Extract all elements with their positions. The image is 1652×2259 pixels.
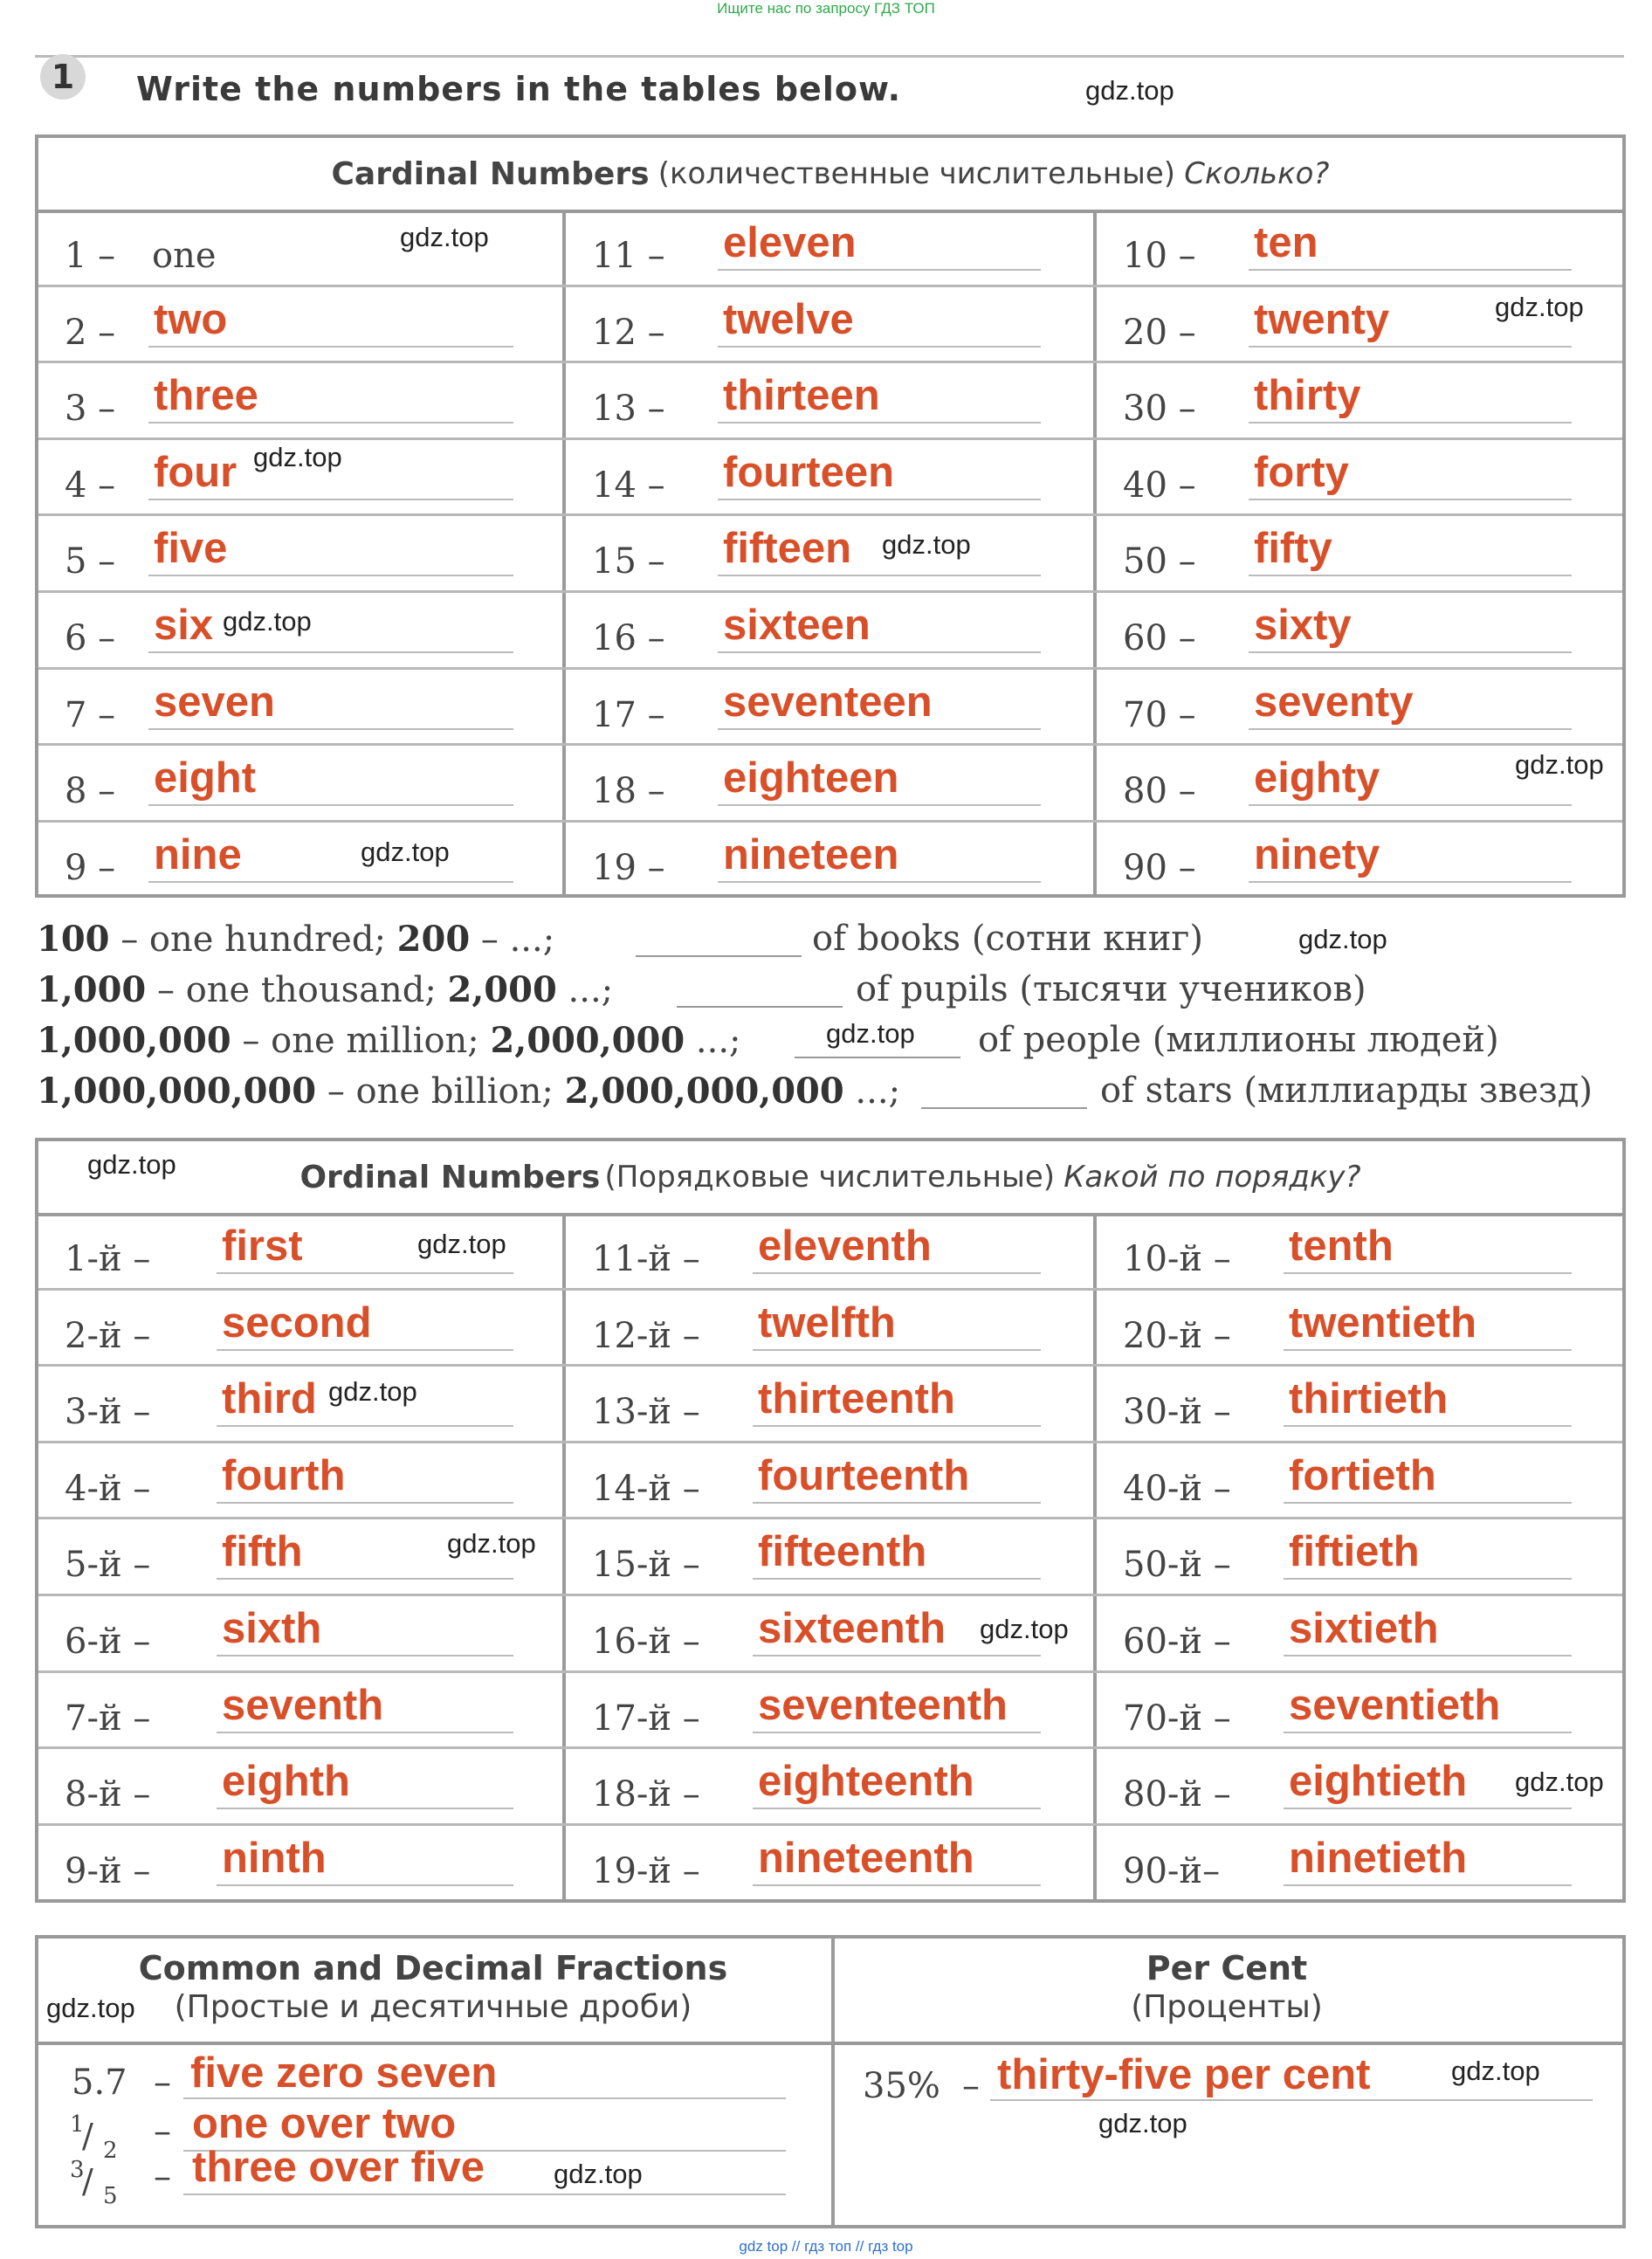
number-label: 70 – (1123, 694, 1196, 735)
cardinal-header-en: Cardinal Numbers (331, 155, 650, 192)
watermark: gdz.top (223, 606, 312, 637)
answer-field[interactable]: nineteen (723, 830, 899, 878)
answer-underline (148, 575, 513, 576)
number-label: 18-й – (592, 1774, 700, 1815)
number-label: 14-й – (592, 1468, 700, 1509)
answer-underline (1284, 1349, 1572, 1351)
answer-underline (1249, 728, 1572, 730)
answer-field[interactable]: eight (154, 754, 257, 802)
large-number-tail: of people (миллионы людей) (978, 1020, 1499, 1060)
exercise-number: 1 (40, 54, 86, 100)
answer-field[interactable]: tenth (1289, 1222, 1394, 1270)
answer-field[interactable]: nineteenth (758, 1834, 974, 1882)
row-divider (38, 513, 1622, 516)
ordinal-header-question: Какой по порядку? (1063, 1160, 1361, 1195)
answer-field[interactable]: twenty (1254, 295, 1390, 343)
row-divider (38, 743, 1622, 746)
answer-underline (718, 269, 1041, 271)
large-number-line: 1,000 – one thousand; 2,000 ...; (37, 969, 614, 1010)
watermark: gdz.top (361, 837, 450, 867)
number-label: 12-й – (592, 1315, 700, 1356)
number-label: 5-й – (65, 1545, 151, 1586)
answer-underline (148, 728, 513, 730)
row-divider (38, 1823, 1622, 1826)
number-label: 5 – (65, 541, 116, 582)
answer-underline (1249, 346, 1572, 348)
answer-underline (1284, 1502, 1572, 1504)
number-label: 4 – (65, 465, 116, 506)
answer-field[interactable]: seventeen (723, 678, 933, 726)
number-label: 19-й – (592, 1850, 700, 1891)
number-label: 13-й – (592, 1392, 700, 1433)
watermark: gdz.top (87, 1149, 176, 1180)
answer-underline (1284, 1272, 1572, 1274)
answer-underline (217, 1349, 513, 1351)
answer-field[interactable]: three (154, 372, 258, 420)
answer-underline (1249, 881, 1572, 883)
watermark: gdz.top (328, 1376, 417, 1407)
watermark: gdz.top (1298, 924, 1387, 954)
fractions-header-en: Common and Decimal Fractions (138, 1949, 728, 1987)
number-label: 9 – (65, 847, 116, 888)
given-word: one (152, 236, 217, 276)
number-label: 18 – (592, 771, 665, 812)
answer-underline (1249, 651, 1572, 653)
fraction-numerator: 1 (70, 2111, 85, 2138)
number-label: 80 – (1123, 771, 1196, 812)
answer-underline (217, 1578, 513, 1580)
large-number-tail: of books (сотни книг) (812, 919, 1203, 959)
bottom-note: gdz top // гдз топ // гдз top (739, 2238, 913, 2255)
watermark: gdz.top (1515, 1767, 1604, 1797)
large-number-tail: of pupils (тысячи учеников) (856, 969, 1366, 1009)
number-label: 11-й – (592, 1239, 700, 1279)
number-label: 17-й – (592, 1698, 700, 1739)
number-label: 15-й – (592, 1545, 700, 1586)
answer-underline (217, 1884, 513, 1886)
answer-field[interactable]: sixteenth (758, 1605, 946, 1652)
number-label: 40-й – (1123, 1468, 1231, 1509)
answer-field[interactable]: fiftieth (1289, 1528, 1420, 1576)
number-label: 80-й – (1123, 1774, 1231, 1815)
answer-field[interactable]: eighty (1254, 754, 1380, 802)
column-divider (1093, 210, 1097, 898)
answer-field[interactable]: thirteenth (758, 1375, 955, 1423)
cardinal-header (38, 138, 1622, 213)
answer-underline (753, 1578, 1041, 1580)
answer-field[interactable]: seventy (1254, 678, 1414, 726)
answer-underline (718, 422, 1041, 424)
large-number-tail: of stars (миллиарды звезд) (1100, 1071, 1593, 1111)
answer-field[interactable]: ninth (222, 1834, 327, 1882)
fraction-slash: / (82, 2117, 93, 2155)
answer-field[interactable]: twentieth (1289, 1298, 1477, 1346)
answer-underline (217, 1808, 513, 1809)
watermark: gdz.top (1515, 749, 1604, 780)
number-label: 1-й – (65, 1239, 151, 1279)
answer-underline (183, 2194, 786, 2195)
row-divider (38, 667, 1622, 670)
answer-underline (1284, 1578, 1572, 1580)
fraction-numerator: 3 (70, 2157, 85, 2183)
number-label: 16-й – (592, 1622, 700, 1662)
answer-field[interactable]: eighteen (723, 754, 899, 802)
answer-field[interactable]: twelfth (758, 1298, 896, 1346)
answer-underline (1284, 1425, 1572, 1427)
number-label: 60-й – (1123, 1622, 1231, 1662)
answer-field[interactable]: eleven (723, 219, 857, 266)
answer-field[interactable]: two (154, 295, 228, 343)
number-label: 17 – (592, 694, 665, 735)
number-label: 40 – (1123, 465, 1196, 506)
answer-underline (217, 1272, 513, 1274)
answer-underline (718, 346, 1041, 348)
answer-field[interactable]: fourteen (723, 448, 894, 496)
number-label: 16 – (592, 618, 665, 658)
answer-underline (148, 422, 513, 424)
answer-field[interactable]: third (222, 1375, 317, 1423)
number-label: 3-й – (65, 1392, 151, 1433)
cardinal-header-question: Сколько? (1184, 156, 1330, 191)
answer-field[interactable]: nine (154, 830, 242, 878)
answer-field[interactable]: fourteenth (758, 1451, 970, 1499)
number-label: 20-й – (1123, 1315, 1231, 1356)
cardinal-table (35, 134, 1626, 898)
row-divider (38, 437, 1622, 440)
answer-field[interactable]: three over five (192, 2144, 485, 2191)
watermark: gdz.top (447, 1528, 536, 1559)
answer-field[interactable]: thirtieth (1289, 1375, 1449, 1423)
number-label: 60 – (1123, 618, 1196, 658)
number-label: 6 – (65, 618, 116, 658)
column-divider (562, 1213, 566, 1903)
watermark: gdz.top (400, 222, 489, 252)
watermark: gdz.top (826, 1018, 915, 1049)
number-label: 30 – (1123, 389, 1196, 430)
row-divider (38, 1517, 1622, 1519)
dash: – (154, 2111, 171, 2152)
number-label: 13 – (592, 389, 665, 430)
answer-field[interactable]: fourth (222, 1451, 346, 1499)
answer-underline (753, 1272, 1041, 1274)
number-label: 11 – (592, 236, 665, 276)
answer-field[interactable]: four (154, 448, 237, 496)
number-label: 10-й – (1123, 1239, 1231, 1279)
answer-field[interactable]: thirty-five per cent (997, 2051, 1371, 2098)
ordinal-header-ru: (Порядковые числительные) (604, 1160, 1056, 1195)
answer-field[interactable]: sixtieth (1289, 1605, 1439, 1652)
fractions-header-ru: (Простые и десятичные дроби) (174, 1989, 692, 2025)
watermark: gdz.top (1085, 75, 1174, 106)
answer-field[interactable]: eighth (222, 1758, 350, 1806)
row-divider (38, 285, 1622, 287)
number-label: 7 – (65, 694, 116, 735)
row-divider (38, 1364, 1622, 1367)
answer-underline (1249, 422, 1572, 424)
dash: – (154, 2157, 171, 2197)
answer-underline (990, 2099, 1593, 2101)
watermark: gdz.top (1495, 292, 1584, 322)
percent-label: 35% (863, 2066, 940, 2106)
large-number-line: 1,000,000,000 – one billion; 2,000,000,000 ...; (37, 1071, 901, 1112)
number-label: 15 – (592, 541, 665, 582)
answer-blank[interactable] (921, 1107, 1087, 1109)
row-divider (38, 1288, 1622, 1291)
answer-field[interactable]: eleventh (758, 1222, 932, 1270)
percent-header-en: Per Cent (1146, 1949, 1308, 1987)
number-label: 3 – (65, 389, 116, 430)
answer-underline (217, 1502, 513, 1504)
ordinal-table (35, 1138, 1626, 1903)
percent-header-ru: (Проценты) (1131, 1989, 1323, 2025)
answer-underline (217, 1655, 513, 1656)
answer-underline (753, 1425, 1041, 1427)
answer-underline (148, 499, 513, 500)
watermark: gdz.top (1451, 2056, 1540, 2086)
number-label: 90 – (1123, 847, 1196, 888)
answer-field[interactable]: one over two (192, 2100, 457, 2147)
answer-underline (718, 804, 1041, 806)
answer-underline (1284, 1655, 1572, 1656)
fraction-denominator: 5 (103, 2183, 118, 2209)
number-label: 1 – (65, 236, 116, 276)
answer-field[interactable]: ninety (1254, 830, 1380, 878)
answer-field[interactable]: seven (154, 678, 275, 726)
number-label: 30-й – (1123, 1392, 1231, 1433)
answer-field[interactable]: seventeenth (758, 1681, 1008, 1729)
answer-field[interactable]: eightieth (1289, 1758, 1468, 1806)
dash: – (154, 2063, 171, 2103)
answer-field[interactable]: first (222, 1222, 303, 1270)
answer-field[interactable]: sixty (1254, 602, 1352, 649)
answer-underline (718, 881, 1041, 883)
ordinal-header-en: Ordinal Numbers (299, 1159, 601, 1195)
watermark: gdz.top (46, 1993, 135, 2023)
answer-underline (753, 1502, 1041, 1504)
answer-field[interactable]: ninetieth (1289, 1834, 1468, 1882)
answer-underline (1249, 499, 1572, 500)
number-label: 20 – (1123, 312, 1196, 353)
answer-field[interactable]: forty (1254, 448, 1349, 496)
column-divider (1093, 1213, 1097, 1903)
answer-field[interactable]: eighteenth (758, 1758, 974, 1806)
answer-blank[interactable] (795, 1057, 960, 1058)
answer-field[interactable]: ten (1254, 219, 1318, 266)
header-divider (38, 2042, 1622, 2045)
answer-field[interactable]: twelve (723, 295, 854, 343)
answer-field[interactable]: seventh (222, 1681, 384, 1729)
number-label: 50-й – (1123, 1545, 1231, 1586)
large-number-line: 1,000,000 – one million; 2,000,000 ...; (37, 1020, 741, 1061)
answer-underline (1249, 269, 1572, 271)
answer-underline (1249, 804, 1572, 806)
number-label: 8 – (65, 771, 116, 812)
answer-underline (148, 881, 513, 883)
row-divider (38, 361, 1622, 363)
row-divider (38, 1670, 1622, 1673)
answer-underline (217, 1732, 513, 1733)
answer-field[interactable]: sixteen (723, 602, 871, 649)
answer-underline (753, 1655, 1041, 1656)
watermark: gdz.top (554, 2159, 643, 2189)
answer-underline (148, 346, 513, 348)
number-label: 4-й – (65, 1468, 151, 1509)
answer-field[interactable]: fifteenth (758, 1528, 927, 1576)
answer-field[interactable]: fifteen (723, 525, 851, 573)
row-divider (38, 1594, 1622, 1596)
answer-underline (1284, 1808, 1572, 1809)
answer-field[interactable]: sixth (222, 1605, 322, 1652)
answer-field[interactable]: six (154, 602, 214, 649)
answer-field[interactable]: fifth (222, 1528, 303, 1576)
answer-blank[interactable] (636, 955, 802, 957)
watermark: gdz.top (1098, 2108, 1187, 2138)
number-label: 2 – (65, 312, 116, 353)
number-label: 9-й – (65, 1850, 151, 1891)
number-label: 19 – (592, 847, 665, 888)
answer-field[interactable]: thirteen (723, 372, 880, 420)
answer-underline (753, 1884, 1041, 1886)
ordinal-header (38, 1141, 1622, 1216)
cardinal-header-ru: (количественные числительные) (657, 156, 1176, 191)
answer-underline (148, 651, 513, 653)
answer-underline (753, 1808, 1041, 1809)
fraction-slash: / (82, 2162, 93, 2200)
answer-field[interactable]: seventieth (1289, 1681, 1501, 1729)
answer-underline (217, 1425, 513, 1427)
answer-underline (1284, 1884, 1572, 1886)
number-label: 7-й – (65, 1698, 151, 1739)
answer-underline (718, 728, 1041, 730)
answer-underline (718, 651, 1041, 653)
answer-field[interactable]: five zero seven (190, 2049, 498, 2097)
number-label: 50 – (1123, 541, 1196, 582)
answer-field[interactable]: second (222, 1298, 372, 1346)
number-label: 6-й – (65, 1622, 151, 1662)
answer-field[interactable]: thirty (1254, 372, 1361, 420)
watermark: gdz.top (417, 1229, 506, 1259)
number-label: 90-й– (1123, 1850, 1221, 1891)
column-divider (562, 210, 566, 898)
number-label: 70-й – (1123, 1698, 1231, 1739)
answer-field[interactable]: fortieth (1289, 1451, 1436, 1499)
number-label: 14 – (592, 465, 665, 506)
row-divider (38, 1746, 1622, 1749)
watermark: gdz.top (253, 442, 342, 472)
exercise-title: Write the numbers in the tables below. (136, 70, 902, 108)
answer-underline (148, 804, 513, 806)
answer-underline (1284, 1732, 1572, 1733)
top-note: Ищите нас по запросу ГДЗ ТОП (717, 0, 935, 17)
fraction-denominator: 2 (103, 2138, 118, 2164)
number-label: 8-й – (65, 1774, 151, 1815)
watermark: gdz.top (882, 529, 971, 560)
answer-underline (718, 575, 1041, 576)
answer-underline (753, 1349, 1041, 1351)
answer-field[interactable]: five (154, 525, 228, 573)
number-label: 10 – (1123, 236, 1196, 276)
fraction-label-decimal: 5.7 (72, 2063, 127, 2103)
number-label: 12 – (592, 312, 665, 353)
answer-blank[interactable] (677, 1006, 843, 1008)
top-rule (35, 55, 1624, 58)
dash: – (962, 2066, 980, 2106)
answer-field[interactable]: fifty (1254, 525, 1332, 573)
row-divider (38, 590, 1622, 593)
answer-underline (753, 1732, 1041, 1733)
number-label: 2-й – (65, 1315, 151, 1356)
watermark: gdz.top (980, 1614, 1069, 1644)
answer-underline (718, 499, 1041, 500)
row-divider (38, 1441, 1622, 1443)
answer-underline (1249, 575, 1572, 576)
large-number-line: 100 – one hundred; 200 – ...; (37, 919, 555, 960)
row-divider (38, 820, 1622, 823)
